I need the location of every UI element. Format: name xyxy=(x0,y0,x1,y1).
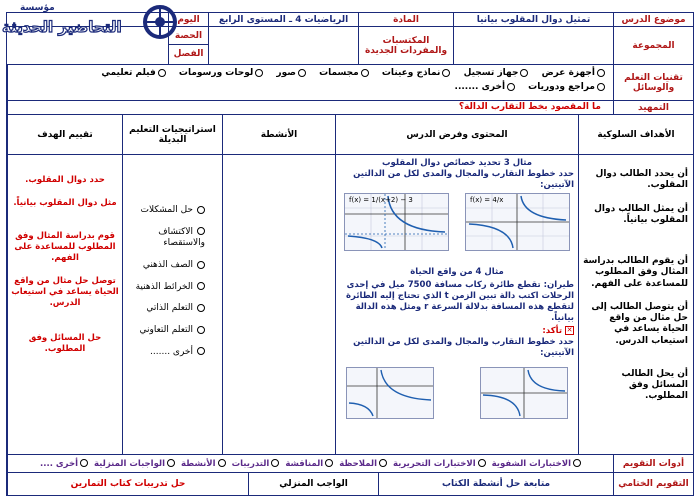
group-value[interactable] xyxy=(453,27,613,64)
techniques-row xyxy=(7,65,693,101)
assessment-options xyxy=(7,455,613,472)
final-followup: متابعة حل أنشطة الكتاب xyxy=(378,473,613,495)
option-pictures[interactable]: صور xyxy=(276,68,306,78)
wheel-logo-icon xyxy=(140,2,180,42)
assessment-label: أدوات التقويم xyxy=(613,455,693,472)
evaluation-item: حل المسائل وفق المطلوب. xyxy=(28,333,102,355)
graph-a-label: f(x) = 4/x xyxy=(470,196,504,204)
objective-item: أن يتوصل الطالب إلى حل مثال من واقع الحياة يساعد في استيعاب الدرس. xyxy=(591,301,688,346)
evaluation-item: توصل حل مثال من واقع الحياة يساعد في استيعاب الدرس. xyxy=(11,276,119,309)
acquired-label: المكتسبات والمفردات الجديدة xyxy=(358,27,453,64)
objective-item: أن يحدد الطالب دوال المقلوب. xyxy=(595,169,688,191)
graph-b-label: f(x) = 1/(x+2) − 3 xyxy=(349,196,413,204)
techniques-line-2 xyxy=(11,82,610,92)
homework-label: الواجب المنزلي xyxy=(248,473,378,495)
option-charts[interactable]: لوحات ورسومات xyxy=(179,68,263,78)
col-content: المحتوى وفرض الدرس xyxy=(335,115,578,154)
col-strategies: استراتيجيات التعليم البديلة xyxy=(122,115,222,154)
objectives-list xyxy=(578,155,693,454)
evaluation-item: حدد دوال المقلوب. xyxy=(25,175,105,185)
assessment-row xyxy=(7,455,693,473)
assess-observation[interactable]: الملاحظة xyxy=(339,459,387,469)
evaluation-item: قوم بدراسة المثال وفق المطلوب للمساعدة على الفهم. xyxy=(14,231,116,264)
techniques-line-1 xyxy=(11,68,610,78)
strategy-item[interactable]: الاكتشاف والاستقصاء xyxy=(158,226,205,249)
example4-text: طيران: تقطع طائرة ركاب مسافة 7500 ميل في إحدى الرحلات اكتب دالة تبين الزمن t الذي تحتاج إليه الطائرة لتقطع هذه المسافة بدلالة السرعة r ومثل هذه الدالة بيانياً. xyxy=(346,280,574,324)
strategy-item[interactable]: أخرى ....... xyxy=(126,347,219,359)
intro-label: التمهيد xyxy=(613,101,693,114)
column-headers xyxy=(7,115,693,155)
evaluation-list xyxy=(7,155,122,454)
intro-row xyxy=(7,101,693,115)
option-solids[interactable]: مجسمات xyxy=(319,68,369,78)
period-label: الحصة xyxy=(169,27,208,45)
content-area xyxy=(335,155,578,454)
assess-exercises[interactable]: التدريبات xyxy=(232,459,280,469)
graph-c-plot xyxy=(481,368,567,418)
col-objectives: الأهداف السلوكية xyxy=(578,115,693,154)
objective-item: أن يقوم الطالب بدراسة المثال وفق المطلوب للمساعدة على الفهم. xyxy=(583,256,688,289)
objective-item: أن يمثل الطالب دوال المقلوب بيانياً. xyxy=(594,203,688,225)
option-references[interactable]: مراجع ودوريات xyxy=(528,82,605,92)
assess-discussion[interactable]: المناقشة xyxy=(285,459,333,469)
example4-block xyxy=(340,267,574,359)
final-row xyxy=(7,473,693,495)
col-evaluation: تقييم الهدف xyxy=(7,115,122,154)
body-row xyxy=(7,155,693,455)
homework-value: حل تدريبات كتاب التمارين xyxy=(7,473,248,495)
graph-d-plot xyxy=(347,368,433,418)
strategy-item[interactable]: التعلم الذاتي xyxy=(126,303,219,315)
final-label: التقويم الختامي xyxy=(613,473,693,495)
check-row xyxy=(340,326,574,337)
evaluation-item: مثل دوال المقلوب بيانياً. xyxy=(13,198,117,209)
logo xyxy=(0,0,180,44)
logo-subtitle: مؤسسة xyxy=(20,3,55,13)
activities-area[interactable] xyxy=(222,155,335,454)
example3-title: مثال 3 تحديد خصائص دوال المقلوب xyxy=(381,158,533,168)
graph-d xyxy=(346,367,434,419)
option-film[interactable]: فيلم تعليمي xyxy=(101,68,165,78)
option-recorder[interactable]: جهاز تسجيل xyxy=(464,68,529,78)
option-other[interactable]: أخرى ....... xyxy=(455,82,515,92)
graph-c xyxy=(480,367,568,419)
acquired-value[interactable] xyxy=(208,27,358,64)
option-projector[interactable]: أجهزة عرض xyxy=(542,68,605,78)
strategy-item[interactable]: حل المشكلات xyxy=(126,205,219,217)
logo-title: التحاضير الحديثة xyxy=(2,18,122,36)
strategies-list xyxy=(122,155,222,454)
col-activities: الأنشطة xyxy=(222,115,335,154)
strategy-item[interactable]: الصف الذهني xyxy=(126,260,219,272)
check-task: حدد خطوط التقارب والمجال والمدى لكل من الدالتين الآتيتين: xyxy=(353,337,574,359)
example3-task: حدد خطوط التقارب والمجال والمدى لكل من الدالتين الآتيتين: xyxy=(353,169,574,191)
group-label: المجموعة xyxy=(613,27,693,64)
assess-homework[interactable]: الواجبات المنزلية xyxy=(94,459,175,469)
subject-label: المادة xyxy=(358,13,453,26)
graph-b xyxy=(344,193,449,251)
techniques-options xyxy=(7,65,613,100)
techniques-label: تقنيات التعلم والوسائل xyxy=(613,65,693,100)
objective-item: أن يحل الطالب المسائل وفق المطلوب. xyxy=(621,368,688,402)
example4-title: مثال 4 من واقع الحياة xyxy=(410,267,504,277)
assess-written[interactable]: الاختبارات التحريرية xyxy=(393,459,486,469)
intro-value: ما المقصود بخط التقارب الدالة؟ xyxy=(7,101,613,114)
day-label: اليوم xyxy=(168,13,208,26)
lesson-value: تمثيل دوال المقلوب بيانيا xyxy=(453,13,613,26)
class-label: الفصل xyxy=(173,49,204,59)
strategy-item[interactable]: الخرائط الذهنية xyxy=(126,282,219,294)
check-icon: ✕ xyxy=(566,326,573,335)
subject-value: الرياضيات 4 ـ المستوى الرابع xyxy=(208,13,358,26)
check-label: تأكد: xyxy=(542,326,563,337)
assess-other[interactable]: أخرى .... xyxy=(40,459,88,469)
lesson-label: موضوع الدرس xyxy=(613,13,693,26)
strategy-item[interactable]: التعلم التعاوني xyxy=(126,325,219,337)
graph-a xyxy=(465,193,570,251)
option-models[interactable]: نماذج وعينات xyxy=(382,68,451,78)
lesson-plan-sheet xyxy=(6,12,694,496)
assess-activities[interactable]: الأنشطة xyxy=(181,459,226,469)
assess-oral[interactable]: الاختبارات الشفوية xyxy=(492,459,581,469)
